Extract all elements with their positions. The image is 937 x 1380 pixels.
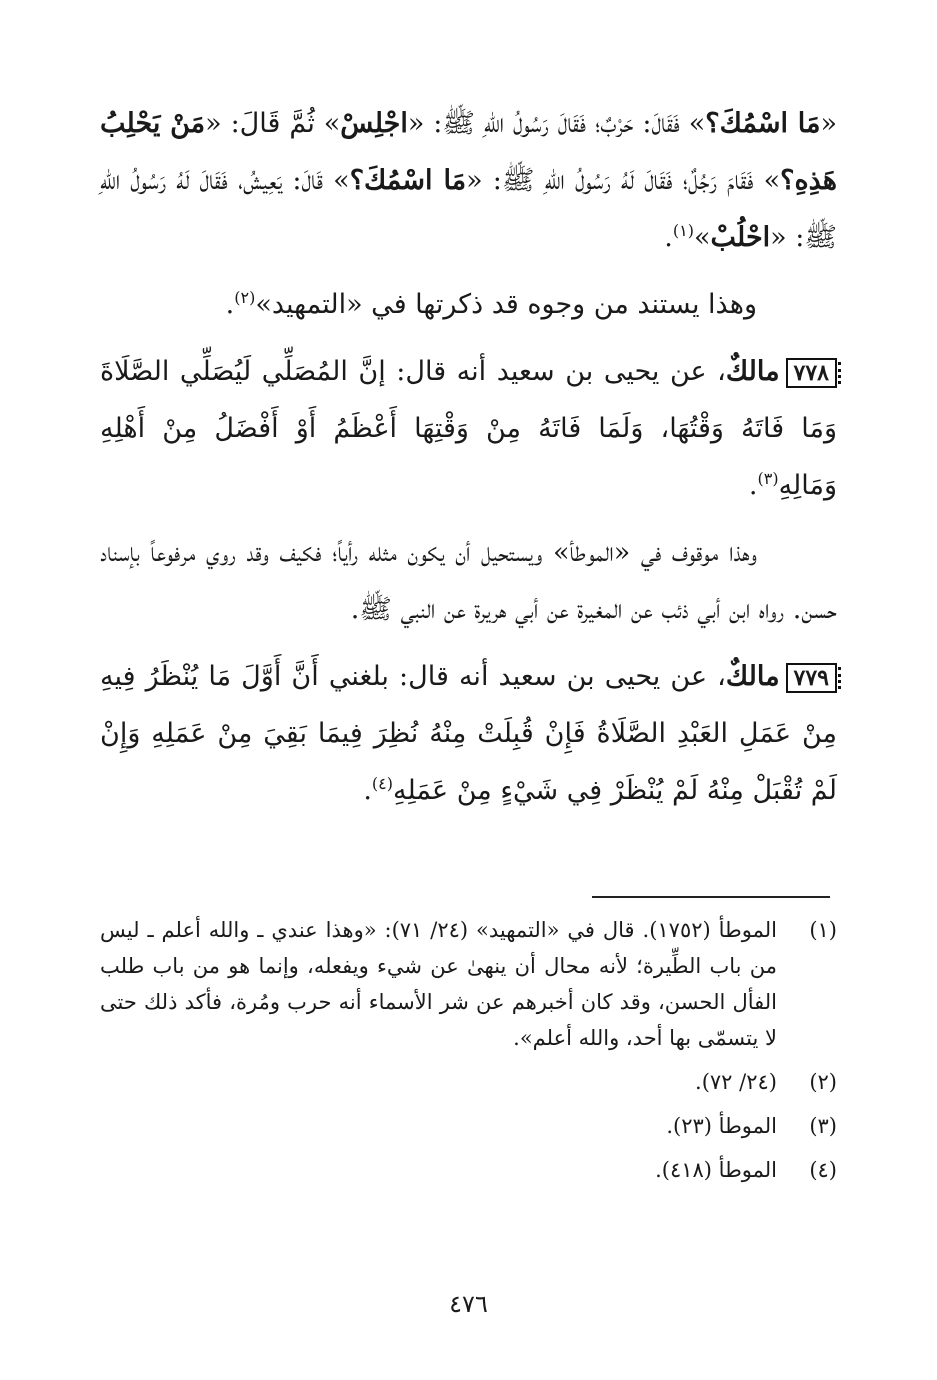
bold-phrase: احْلُبْ [710,222,771,253]
bold-phrase: مَا اسْمُكَ؟ [349,165,467,196]
footnote-item [100,1108,837,1144]
hadith-continuation-paragraph [100,95,837,266]
footnote-number: (٣) [809,1114,837,1138]
footnote-separator [592,896,830,898]
footnote-number: (٢) [809,1070,837,1094]
period: . [748,470,758,501]
footnote-text: (٢٤/ ٧٢). [695,1070,777,1094]
text-run: » فَقَالَ: حَرْبٌ؛ فَقَالَ رَسُولُ اللهِ ﷺ: « [407,108,706,139]
page-number: ٤٧٦ [449,1290,488,1318]
main-text [100,95,837,829]
footnote-ref[interactable]: (١) [672,221,694,240]
text-run: » فَقَامَ رَجُلٌ؛ فَقَالَ لَهُ رَسُولُ اللهِ ﷺ: « [466,165,781,196]
text-run: » ثُمَّ قَالَ: « [205,108,341,139]
footnote-text: الموطأ (١٧٥٢). قال في «التمهيد» (٢٤/ ٧١): «وهذا عندي ـ والله أعلم ـ ليس من باب الطِّيرة؛ لأنه محال أن ينهىٰ عن شيء ويفعله، وإنما هو من باب طلب الفأل الحسن، وقد كان أخبرهم عن شر الأسماء أنه حرب ومُرة، فأكد ذلك حتى لا يتسمّى بها أحد، والله أعلم». [100,918,777,1050]
footnote-item [100,1152,837,1188]
commentary-paragraph [100,276,837,333]
hadith-number-badge: ٧٧٨ [786,358,837,388]
period: . [664,222,673,253]
footnote-text: الموطأ (٤١٨). [655,1158,777,1182]
footnotes [100,912,837,1196]
narrator-name: مالكٌ [725,661,780,692]
quote-close: » [693,222,711,253]
quote-open: « [820,108,838,139]
bold-phrase: مَا اسْمُكَ؟ [705,108,821,139]
hadith-number-badge: ٧٧٩ [786,663,837,693]
text-run: وهذا موقوف في «الموطأ» ويستحيل أن يكون مثله رأياً؛ فكيف وقد روي مرفوعاً بإسناد حسن. رواه ابن أبي ذئب عن المغيرة عن أبي هريرة عن النبي ﷺ. [100,537,837,625]
hadith-text: ، عن يحيى بن سعيد أنه قال: بلغني أَنَّ أَوَّلَ مَا يُنْظَرُ فِيهِ مِنْ عَمَلِ العَبْدِ الصَّلَاةُ فَإِنْ قُبِلَتْ مِنْهُ نُظِرَ فِيمَا بَقِيَ مِنْ عَمَلِهِ وَإِنْ لَمْ تُقْبَلْ مِنْهُ لَمْ يُنْظَرْ فِي شَيْءٍ مِنْ عَمَلِهِ [100,661,837,806]
footnote-ref[interactable]: (٢) [234,288,256,307]
bold-phrase: اجْلِسْ [340,108,408,139]
hadith-779 [100,648,837,819]
footnote-text: الموطأ (٢٣). [666,1114,777,1138]
footnote-item [100,1064,837,1100]
hadith-778 [100,343,837,514]
text-run: » قَالَ: يَعِيشُ، فَقَالَ لَهُ رَسُولُ اللهِ ﷺ: « [100,165,837,253]
commentary-paragraph [100,524,837,638]
text-run: وهذا يستند من وجوه قد ذكرتها في «التمهيد» [255,289,757,320]
period: . [363,775,372,806]
footnote-ref[interactable]: (٤) [371,774,393,793]
hadith-text: ، عن يحيى بن سعيد أنه قال: إنَّ المُصَلِّي لَيُصَلِّي الصَّلَاةَ وَمَا فَاتَهُ وَقْتُهَا، وَلَمَا فَاتَهُ مِنْ وَقْتِهَا أَعْظَمُ أَوْ أَفْضَلُ مِنْ أَهْلِهِ وَمَالِهِ [100,356,837,501]
narrator-name: مالكٌ [725,356,780,387]
period: . [225,289,235,320]
footnote-number: (١) [809,918,837,942]
bold-phrase: مَنْ يَحْلِبُ هَذِهِ؟ [100,108,837,196]
footnote-item [100,912,837,1056]
footnote-number: (٤) [809,1158,837,1182]
footnote-ref[interactable]: (٣) [757,469,779,488]
